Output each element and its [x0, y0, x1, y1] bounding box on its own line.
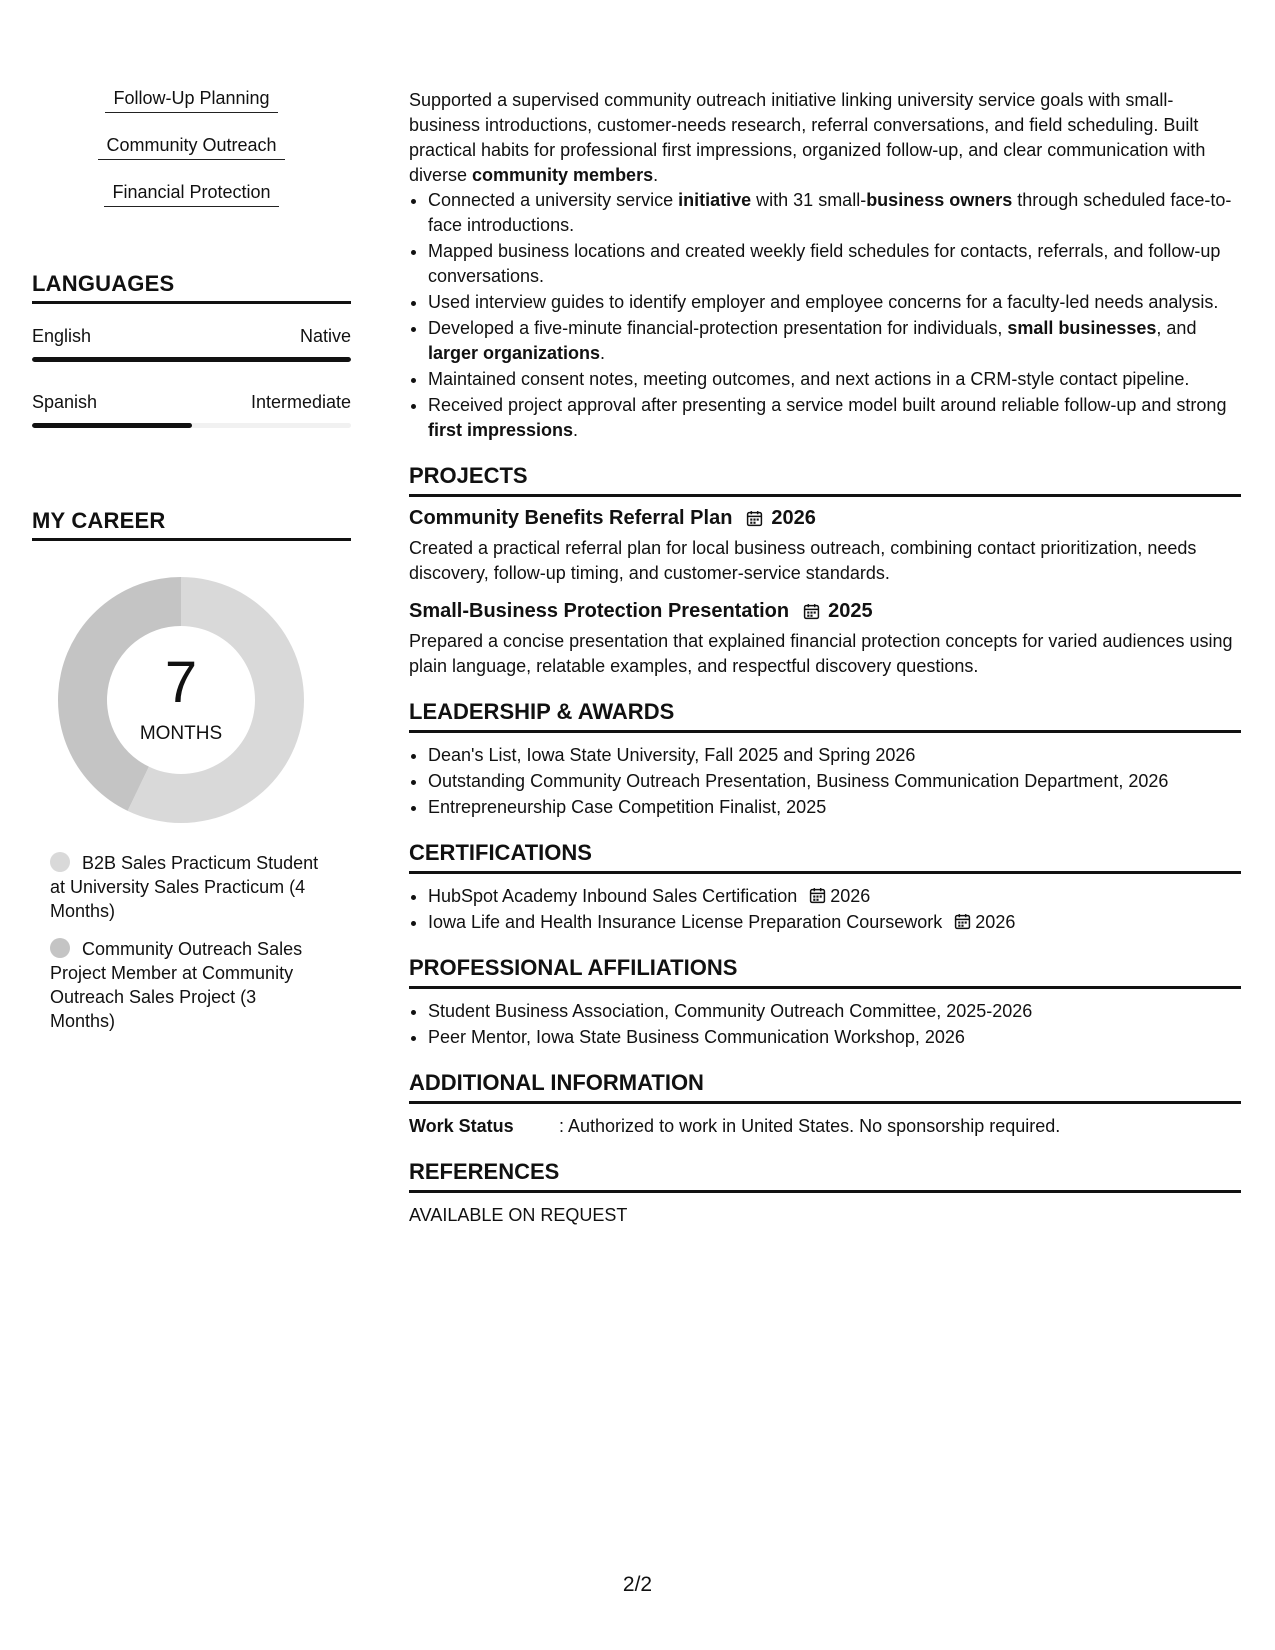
bullet-text: Connected a university service	[428, 190, 679, 210]
language-bar	[32, 357, 351, 362]
project-name: Community Benefits Referral Plan	[409, 507, 733, 529]
legend-dot-icon	[50, 852, 70, 872]
leadership-list	[409, 743, 1241, 820]
project-name: Small-Business Protection Presentation	[409, 600, 790, 622]
certification-year: 2026	[830, 886, 871, 906]
bullet-text: Mapped business locations and created weekly field schedules for contacts, referrals, and follow-up conversations.	[428, 241, 1221, 286]
language-name: Spanish	[32, 392, 98, 412]
bullet-bold-text: business owners	[866, 190, 1013, 210]
affiliations-section	[409, 955, 1241, 1050]
language-level: Intermediate	[250, 392, 351, 412]
bullet-bold-text: first impressions	[428, 420, 574, 440]
certification-name: HubSpot Academy Inbound Sales Certification	[428, 886, 798, 906]
summary-bullet	[428, 188, 1241, 238]
additional-info-section	[409, 1070, 1241, 1139]
list-item: • Student Business Association, Community Outreach Committee, 2025-2026	[428, 999, 1241, 1024]
projects-section	[409, 463, 1241, 679]
work-status-row	[409, 1114, 1241, 1139]
list-item: • Outstanding Community Outreach Presentation, Business Communication Department, 2026	[428, 769, 1241, 794]
legend-dot-icon	[50, 938, 70, 958]
left-column	[32, 84, 351, 1047]
summary-end: .	[653, 165, 659, 185]
work-status-label: Work Status	[409, 1116, 514, 1136]
career-title: MY CAREER	[32, 508, 351, 541]
bullet-text: Received project approval after presenting a service model built around reliable follow-up and strong	[428, 395, 1227, 415]
calendar-icon	[803, 603, 820, 620]
calendar-icon	[809, 887, 826, 904]
bullet-text: .	[573, 420, 579, 440]
list-item	[428, 884, 1241, 909]
summary-bullet	[428, 239, 1241, 289]
projects-title: PROJECTS	[409, 463, 1241, 497]
skill-tag: Follow-Up Planning	[105, 84, 277, 113]
project-description: Prepared a concise presentation that explained financial protection concepts for varied audiences using plain language, relatable examples, and respectful discovery questions.	[409, 631, 1233, 676]
certifications-section	[409, 840, 1241, 935]
calendar-icon	[746, 510, 763, 527]
references-section	[409, 1159, 1241, 1228]
calendar-icon	[954, 913, 971, 930]
bullet-bold-text: small businesses	[1007, 318, 1157, 338]
bullet-text: Used interview guides to identify employer and employee concerns for a faculty-led needs analysis.	[428, 292, 1219, 312]
certifications-title: CERTIFICATIONS	[409, 840, 1241, 874]
affiliations-list	[409, 999, 1241, 1050]
certification-year: 2026	[975, 912, 1016, 932]
career-entry	[50, 851, 320, 923]
language-name: English	[32, 326, 92, 346]
bullet-text: with 31 small-	[751, 190, 867, 210]
leadership-section	[409, 699, 1241, 820]
project-year: 2026	[771, 507, 816, 529]
project-year: 2025	[828, 600, 873, 622]
summary-bold: community members	[472, 165, 654, 185]
donut-total-unit: MONTHS	[139, 723, 223, 744]
project-heading	[409, 600, 1241, 623]
certifications-list	[409, 884, 1241, 935]
language-row	[32, 326, 351, 347]
summary-bullet	[428, 393, 1241, 443]
language-bar	[32, 423, 351, 428]
certification-name: Iowa Life and Health Insurance License Preparation Coursework	[428, 912, 943, 932]
summary-bullet	[428, 316, 1241, 366]
leadership-title: LEADERSHIP & AWARDS	[409, 699, 1241, 733]
experience-summary	[409, 88, 1241, 443]
summary-text: Supported a supervised community outreach initiative linking university service goals with small-business introductions, customer-needs research, referral conversations, and field scheduling. Built practical habits for professional first impressions, organized follow-up, and clear communication with diverse	[409, 90, 1206, 185]
bullet-text: .	[600, 343, 606, 363]
skills-list	[32, 84, 351, 225]
languages-section	[32, 271, 351, 428]
bullet-bold-text: larger organizations	[428, 343, 601, 363]
languages-title: LANGUAGES	[32, 271, 351, 304]
project-heading	[409, 507, 1241, 530]
skill-tag: Financial Protection	[104, 178, 278, 207]
bullet-text: Developed a five-minute financial-protection presentation for individuals,	[428, 318, 1008, 338]
career-legend	[50, 851, 320, 1033]
summary-paragraph	[409, 88, 1241, 188]
summary-bullet	[428, 367, 1241, 392]
list-item: • Peer Mentor, Iowa State Business Communication Workshop, 2026	[428, 1025, 1241, 1050]
references-title: REFERENCES	[409, 1159, 1241, 1193]
career-entry	[50, 937, 320, 1033]
bullet-bold-text: initiative	[678, 190, 752, 210]
career-entry-text: Community Outreach Sales Project Member at Community Outreach Sales Project (3 Months)	[50, 939, 303, 1031]
page-number: 2/2	[622, 1573, 653, 1596]
bullet-text: Maintained consent notes, meeting outcomes, and next actions in a CRM-style contact pipeline.	[428, 369, 1190, 389]
skill-tag: Community Outreach	[98, 131, 284, 160]
language-bar-fill	[32, 357, 351, 362]
work-status-value: : Authorized to work in United States. No sponsorship required.	[559, 1116, 1061, 1136]
language-row	[32, 392, 351, 413]
affiliations-title: PROFESSIONAL AFFILIATIONS	[409, 955, 1241, 989]
project-description: Created a practical referral plan for local business outreach, combining contact prioritization, needs discovery, follow-up timing, and customer-service standards.	[409, 538, 1197, 583]
bullet-text: through scheduled face-to-face introductions.	[428, 190, 1232, 235]
language-level: Native	[299, 326, 351, 346]
career-entry-text: B2B Sales Practicum Student at University Sales Practicum (4 Months)	[50, 853, 319, 921]
career-section	[32, 508, 351, 1033]
additional-info-title: ADDITIONAL INFORMATION	[409, 1070, 1241, 1104]
list-item	[428, 910, 1241, 935]
list-item: • Entrepreneurship Case Competition Finalist, 2025	[428, 795, 1241, 820]
career-donut-chart	[56, 575, 306, 825]
right-column	[409, 88, 1241, 1228]
summary-bullet	[428, 290, 1241, 315]
references-text: AVAILABLE ON REQUEST	[409, 1205, 628, 1225]
language-bar-fill	[32, 423, 192, 428]
bullet-text: , and	[1156, 318, 1197, 338]
list-item: • Dean's List, Iowa State University, Fall 2025 and Spring 2026	[428, 743, 1241, 768]
donut-total-value: 7	[164, 650, 198, 715]
summary-bullets	[409, 188, 1241, 443]
